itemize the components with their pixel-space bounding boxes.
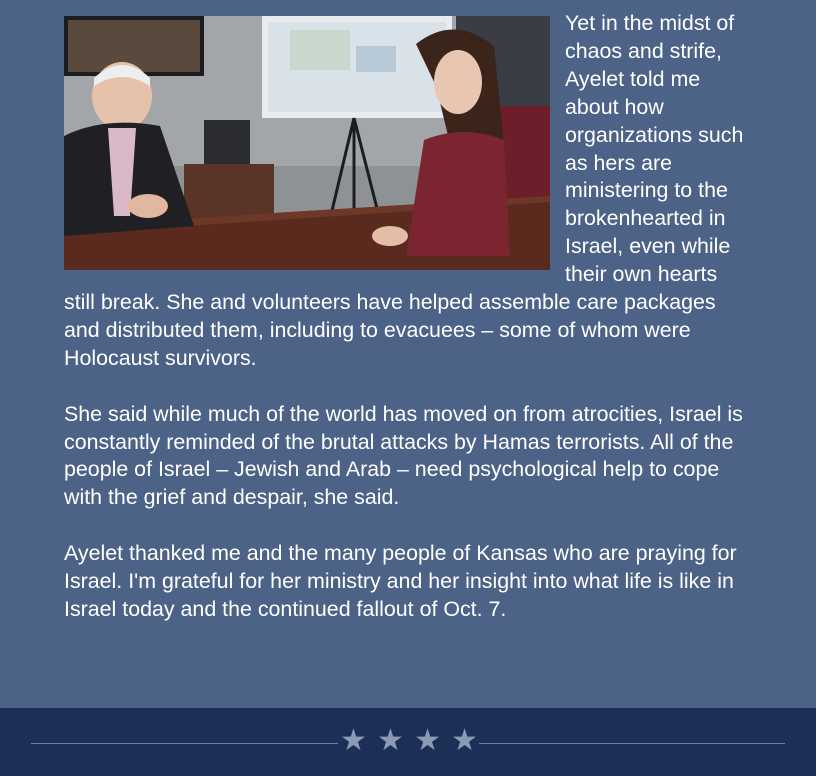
article-paragraph-1: Yet in the midst of chaos and strife, Ayelet told me about how organizations such as hers are ministering to the brokenhearted in Israel, even while their own hearts still break. She and volunteers have helped assemble care packages and distributed them, including to evacuees – some of whom were Holocaust survivors.: [64, 11, 744, 370]
footer-rule-left: [31, 743, 338, 744]
star-row: [340, 724, 478, 758]
article-body: [64, 10, 754, 652]
star-icon: ★: [377, 723, 404, 758]
article-paragraph-2: She said while much of the world has moved on from atrocities, Israel is constantly reminded of the brutal attacks by Hamas terrorists. All of the people of Israel – Jewish and Arab – need psychological help to cope with the grief and despair, she said.: [64, 401, 743, 510]
interview-photo: [64, 16, 550, 270]
article-paragraph-3: Ayelet thanked me and the many people of Kansas who are praying for Israel. I'm grateful for her ministry and her insight into what life is like in Israel today and the continued fallout of Oct. 7.: [64, 541, 737, 621]
star-icon: ★: [414, 723, 441, 758]
star-icon: ★: [451, 723, 478, 758]
interview-photo-illustration: [64, 16, 550, 270]
star-icon: ★: [340, 723, 367, 758]
footer-divider: [0, 708, 816, 776]
footer-rule-right: [479, 743, 785, 744]
